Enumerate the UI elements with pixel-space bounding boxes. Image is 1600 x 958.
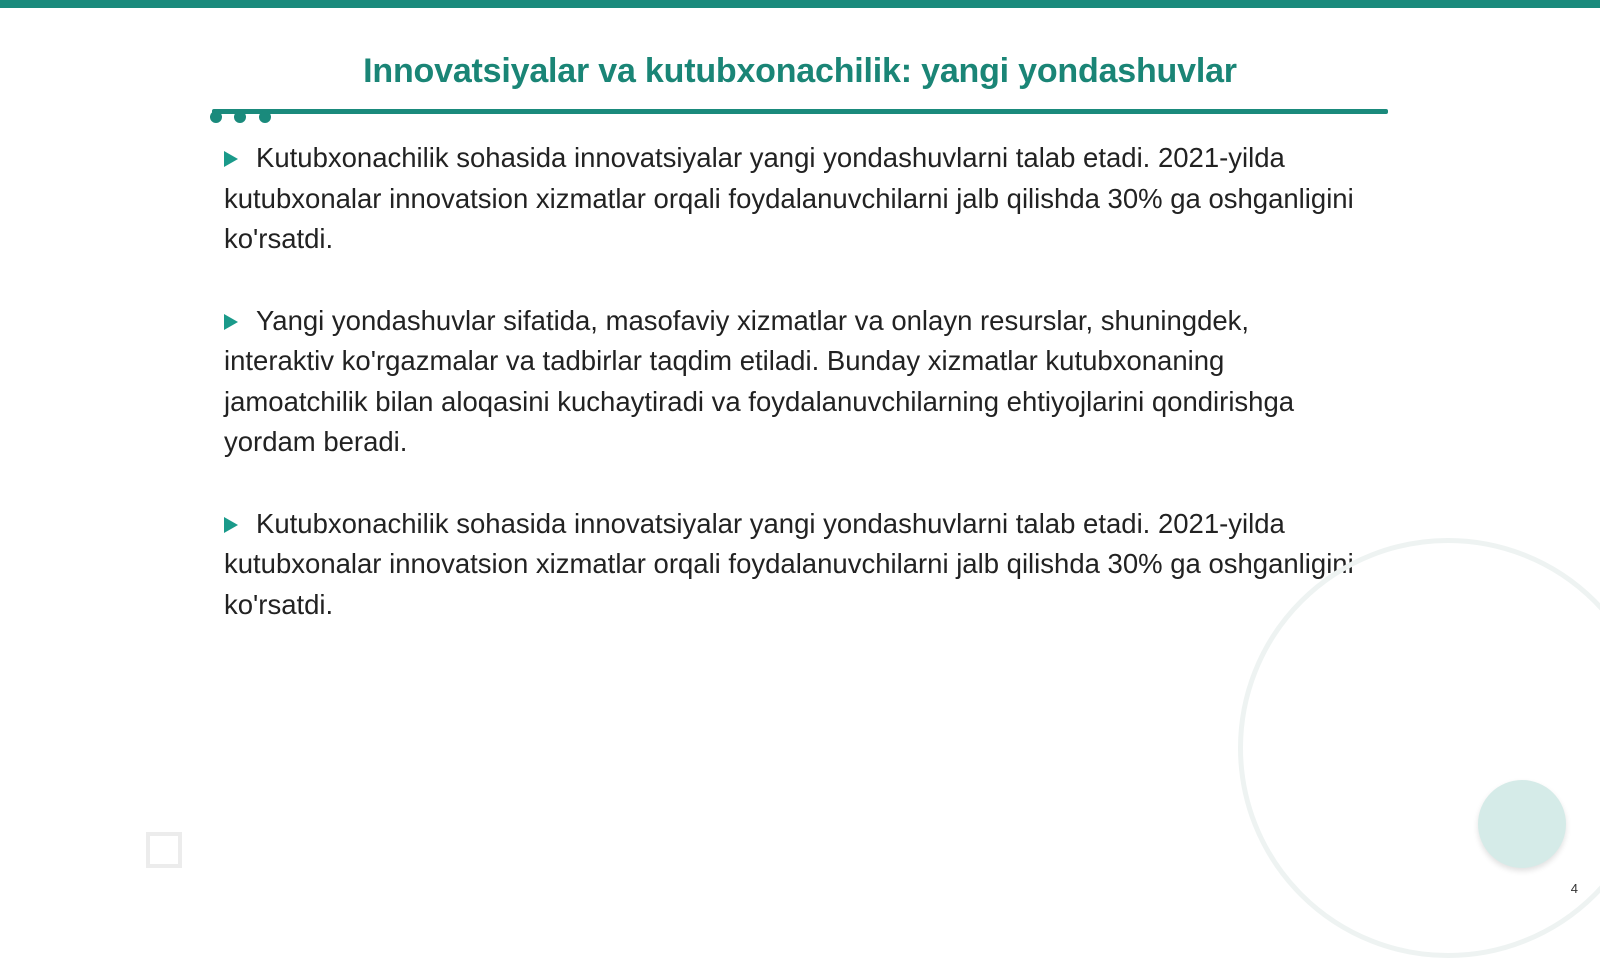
bullet-text: Yangi yondashuvlar sifatida, masofaviy xizmatlar va onlayn resurslar, shuningdek, interaktiv ko'rgazmalar va tadbirlar taqdim etiladi. Bunday xizmatlar kutubxonaning jamoatchilik bilan aloqasini kuchaytiradi va foydalanuvchilarning ehtiyojlarini qondirishga yordam beradi. xyxy=(224,304,1295,457)
top-accent-bar xyxy=(0,0,1600,8)
play-triangle-icon xyxy=(224,151,238,167)
slide-title: Innovatsiyalar va kutubxonachilik: yangi yondashuvlar xyxy=(363,52,1237,90)
decorative-dot xyxy=(259,111,271,123)
decorative-square xyxy=(146,832,182,868)
bullet-item xyxy=(224,138,1354,260)
play-triangle-icon xyxy=(224,314,238,330)
decorative-dot xyxy=(210,111,222,123)
decorative-dot xyxy=(234,111,246,123)
bullet-item xyxy=(224,504,1354,626)
page-number: 4 xyxy=(1570,881,1578,896)
title-underline xyxy=(212,109,1388,114)
play-triangle-icon xyxy=(224,517,238,533)
bullet-text: Kutubxonachilik sohasida innovatsiyalar yangi yondashuvlarni talab etadi. 2021-yilda kutubxonalar innovatsion xizmatlar orqali foydalanuvchilarni jalb qilishda 30% ga oshganligini ko'rsatdi. xyxy=(224,142,1354,254)
bullet-text: Kutubxonachilik sohasida innovatsiyalar yangi yondashuvlarni talab etadi. 2021-yilda kutubxonalar innovatsion xizmatlar orqali foydalanuvchilarni jalb qilishda 30% ga oshganligini ko'rsatdi. xyxy=(224,507,1354,620)
decorative-ball xyxy=(1478,780,1566,868)
bullet-item xyxy=(224,301,1354,463)
slide-content xyxy=(224,138,1354,666)
